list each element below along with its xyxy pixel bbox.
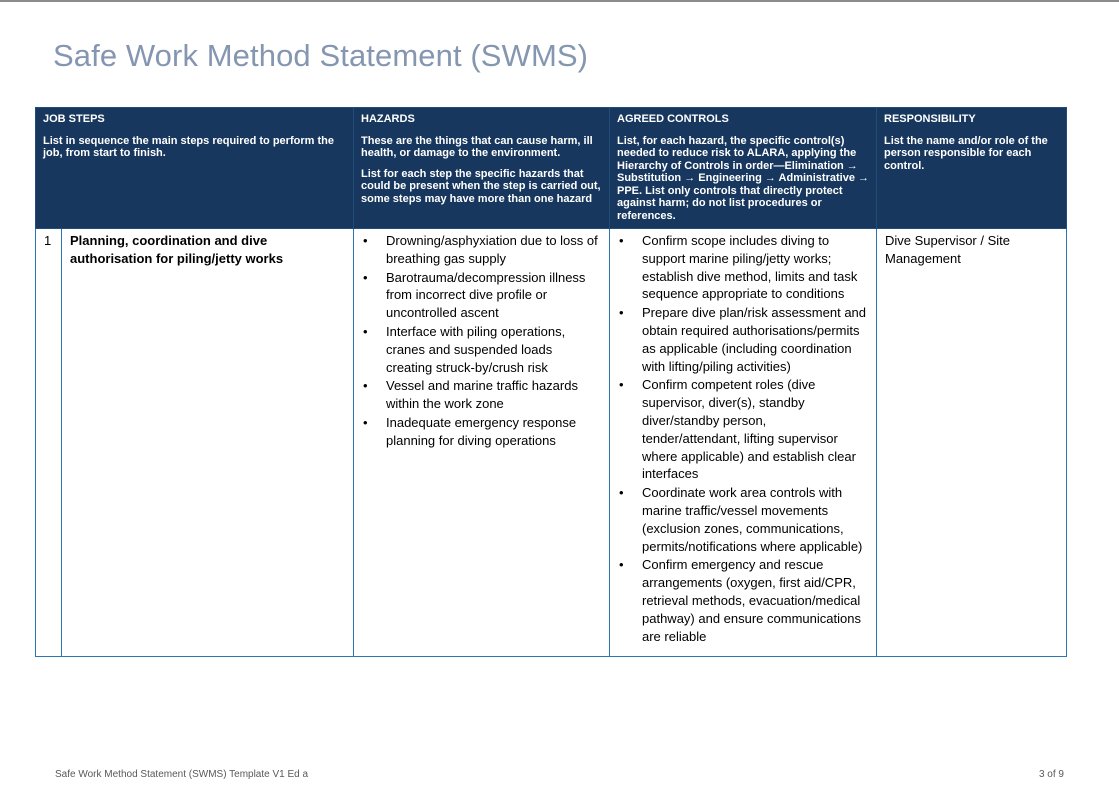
list-item: • Confirm competent roles (dive supervisor, diver(s), standby diver/standby person, tender/attendant, lifting supervisor where applicable) and establish clear interfaces xyxy=(618,376,868,483)
header-label: HAZARDS xyxy=(361,113,415,125)
list-item: • Interface with piling operations, cranes and suspended loads creating struck-by/crush risk xyxy=(362,323,601,376)
header-description: These are the things that can cause harm, ill health, or damage to the environment. xyxy=(361,134,593,159)
controls-list xyxy=(618,232,868,645)
header-label: AGREED CONTROLS xyxy=(617,113,729,125)
header-description: List for each step the specific hazards that could be present when the step is carried out, some steps may have more than one hazard xyxy=(361,167,601,205)
table-row xyxy=(36,229,1067,657)
header-label: RESPONSIBILITY xyxy=(884,113,976,125)
responsibility-cell: Dive Supervisor / Site Management xyxy=(877,229,1067,657)
footer-page-number: 3 of 9 xyxy=(1038,769,1064,780)
list-item: • Prepare dive plan/risk assessment and obtain required authorisations/permits as applicable (including coordination with lifting/piling activities) xyxy=(618,304,868,375)
swms-table xyxy=(35,107,1067,657)
job-step-text: Planning, coordination and dive authorisation for piling/jetty works xyxy=(62,229,354,657)
list-item: • Vessel and marine traffic hazards within the work zone xyxy=(362,377,601,413)
header-job-steps xyxy=(36,108,354,229)
header-description: List the name and/or role of the person responsible for each control. xyxy=(884,134,1048,172)
top-border-line xyxy=(0,0,1119,2)
list-item: • Confirm emergency and rescue arrangements (oxygen, first aid/CPR, retrieval methods, evacuation/medical pathway) and ensure communications are reliable xyxy=(618,556,868,645)
header-description: List in sequence the main steps required to perform the job, from start to finish. xyxy=(43,134,334,159)
header-description: List, for each hazard, the specific control(s) needed to reduce risk to ALARA, applying the Hierarchy of Controls in order—Elimination → Substitution → Engineering → Administrative → PPE. List only controls that directly protect against harm; do not list procedures or references. xyxy=(617,134,869,222)
hazards-list xyxy=(362,232,601,450)
hazards-cell xyxy=(354,229,610,657)
footer-document-name: Safe Work Method Statement (SWMS) Template V1 Ed a xyxy=(55,769,309,780)
header-responsibility xyxy=(877,108,1067,229)
header-hazards xyxy=(354,108,610,229)
header-agreed-controls xyxy=(610,108,877,229)
list-item: • Inadequate emergency response planning for diving operations xyxy=(362,414,601,450)
header-label: JOB STEPS xyxy=(43,113,105,125)
list-item: • Barotrauma/decompression illness from incorrect dive profile or uncontrolled ascent xyxy=(362,269,601,322)
document-title: Safe Work Method Statement (SWMS) xyxy=(53,38,589,73)
step-number: 1 xyxy=(36,229,62,657)
table-header-row xyxy=(36,108,1067,229)
list-item: • Drowning/asphyxiation due to loss of breathing gas supply xyxy=(362,232,601,268)
list-item: • Confirm scope includes diving to support marine piling/jetty works; establish dive method, limits and task sequence appropriate to conditions xyxy=(618,232,868,303)
controls-cell xyxy=(610,229,877,657)
list-item: • Coordinate work area controls with marine traffic/vessel movements (exclusion zones, communications, permits/notifications where applicable) xyxy=(618,484,868,555)
